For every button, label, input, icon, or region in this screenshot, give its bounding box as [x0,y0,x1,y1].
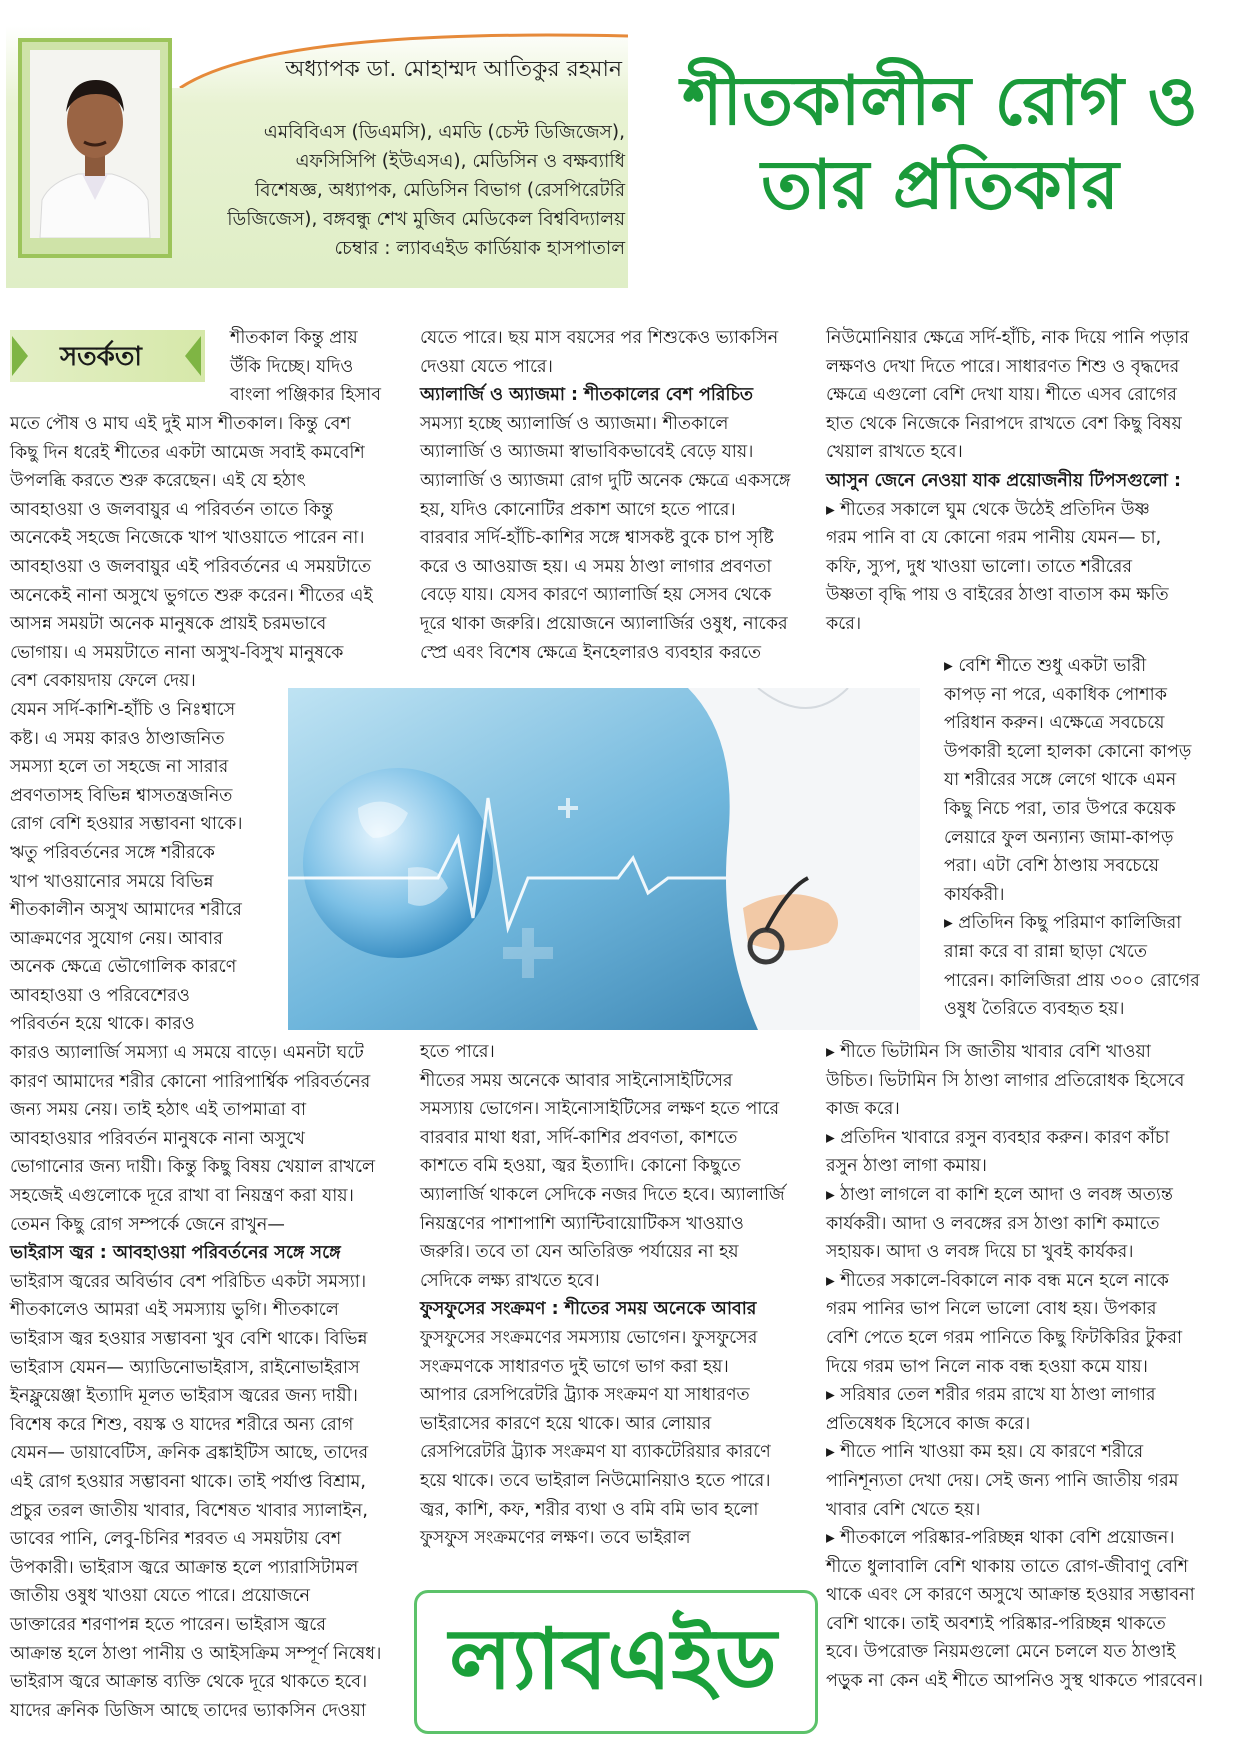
text-line: পরা। এটা বেশি ঠাণ্ডায় সবচেয়ে [944,856,1159,877]
text-line: ইনফ্লুয়েঞ্জা ইত্যাদি মূলত ভাইরাস জ্বরের জন্য দায়ী। [10,1386,358,1407]
credential-line: এমবিবিএস (ডিএমসি), এমডি (চেস্ট ডিজিজেস), [263,122,625,143]
text-line: থাকে এবং সে কারণে অসুখে আক্রান্ত হওয়ার সম্ভাবনা [826,1585,1195,1606]
text-line: আপার রেসপিরেটরি ট্র্যাক সংক্রমণ যা সাধারণত [420,1385,750,1406]
text-line: সমস্যা হচ্ছে অ্যালার্জি ও অ্যাজমা। শীতকালে [420,413,729,434]
text-line: পরিধান করুন। এক্ষেত্রে সবচেয়ে [944,713,1165,734]
text-line: যাদের ক্রনিক ডিজিস আছে তাদের ভ্যাকসিন দেওয়া [10,1700,366,1721]
text-line: হাত থেকে নিজেকে নিরাপদে রাখতে বেশ কিছু বিষয় [826,413,1182,434]
text-line: শীতের সময় অনেকে আবার সাইনোসাইটিসের [420,1070,733,1091]
text-line: কাশতে বমি হওয়া, জ্বর ইত্যাদি। কোনো কিছুতে [420,1156,741,1177]
text-line: এই রোগ হওয়ার সম্ভাবনা থাকে। তাই পর্যাপ্ত বিশ্রাম, [10,1471,366,1492]
column-3-bottom [826,1038,1240,1696]
text-line: সমস্যা হলে তা সহজে না সারার [10,757,229,778]
text-line: পানিশূন্যতা দেখা দেয়। সেই জন্য পানি জাতীয় গরম [826,1470,1179,1491]
text-line: হয়ে থাকে। তবে ভাইরাল নিউমোনিয়াও হতে পারে। [420,1470,771,1491]
text-line: করে। [826,613,862,634]
text-line: ফুসফুস সংক্রমণের লক্ষণ। তবে ভাইরাল [420,1528,691,1549]
text-line: আবহাওয়ার পরিবর্তন মানুষকে নানা অসুখে [10,1128,305,1149]
article-title [640,60,1240,228]
text-line: অ্যালার্জি ও অ্যাজমা : শীতকালের বেশ পরিচিত [420,385,754,406]
text-line: নিউমোনিয়ার ক্ষেত্রে সর্দি-হাঁচি, নাক দিয়ে পানি পড়ার [826,328,1190,348]
text-line: অ্যালার্জি থাকলে সেদিকে নজর দিতে হবে। অ্যালার্জি [420,1184,785,1205]
text-line: কিছু নিচে পরা, তার উপরে কয়েক [944,798,1176,819]
brand-logo-text: ল্যাবএইড [449,1610,777,1708]
text-line: সহজেই এগুলোকে দূরে রাখা বা নিয়ন্ত্রণ করা যায়। [10,1186,354,1207]
text-line: বেশি থাকে। তাই অবশ্যই পরিষ্কার-পরিচ্ছন্ন থাকতে [826,1613,1166,1634]
text-line: জরুরি। তবে তা যেন অতিরিক্ত পর্যায়ের না হয় [420,1242,739,1263]
text-line: ঋতু পরিবর্তনের সঙ্গে শরীরকে [10,842,215,863]
text-line: ▸ বেশি শীতে শুধু একটা ভারী [944,656,1147,676]
text-line: নিয়ন্ত্রণের পাশাপাশি অ্যান্টিবায়োটিকস খাওয়াও [420,1213,744,1234]
text-line: বিশেষ করে শিশু, বয়স্ক ও যাদের শরীরে অন্য রোগ [10,1414,354,1435]
text-line: ▸ সরিষার তেল শরীর গরম রাখে যা ঠাণ্ডা লাগার [826,1385,1156,1406]
text-line: অ্যালার্জি ও অ্যাজমা রোগ দুটি অনেক ক্ষেত্রে একসঙ্গে [420,470,791,491]
text-line: আক্রমণের সুযোগ নেয়। আবার [10,928,223,949]
title-line-2: তার প্রতিকার [761,146,1119,225]
section-badge-label: সতর্কতা [60,342,142,372]
credential-line: ডিজিজেস), বঙ্গবন্ধু শেখ মুজিব মেডিকেল বিশ্ববিদ্যালয় [227,209,625,230]
text-line: বারবার মাথা ধরা, সর্দি-কাশির প্রবণতা, কাশতে [420,1127,738,1148]
text-line: যেতে পারে। ছয় মাস বয়সের পর শিশুকেও ভ্যাকসিন [420,328,779,348]
medical-illustration [288,688,920,1030]
author-name: অধ্যাপক ডা. মোহাম্মদ আতিকুর রহমান [285,57,622,82]
text-line: উঁকি দিচ্ছে। যদিও [230,356,354,377]
text-line: হতে পারে। [420,1042,495,1062]
text-line: রান্না করে বা রান্না ছাড়া খেতে [944,941,1148,962]
author-photo [30,50,160,238]
text-line: আসুন জেনে নেওয়া যাক প্রয়োজনীয় টিপসগুলো : [826,470,1181,491]
text-line: ভোগায়। এ সময়টাতে নানা অসুখ-বিসুখ মানুষকে [10,642,344,663]
text-line: সমস্যায় ভোগেন। সাইনোসাইটিসের লক্ষণ হতে পারে [420,1099,780,1120]
text-line: লক্ষণও দেখা দিতে পারে। সাধারণত শিশু ও বৃদ্ধদের [826,356,1180,377]
text-line: দেওয়া যেতে পারে। [420,356,553,377]
text-line: অ্যালার্জি ও অ্যাজমা স্বাভাবিকভাবেই বেড়ে যায়। [420,442,754,463]
text-line: জাতীয় ওষুধ খাওয়া যেতে পারে। প্রয়োজনে [10,1586,310,1607]
text-line: জ্বর, কাশি, কফ, শরীর ব্যথা ও বমি বমি ভাব হলো [420,1499,759,1520]
text-line: পরিবর্তন হয়ে থাকে। কারও [10,1014,195,1035]
text-line: গরম পানির ভাপ নিলে ভালো বোধ হয়। উপকার [826,1299,1157,1320]
text-line: ▸ প্রতিদিন কিছু পরিমাণ কালিজিরা [944,913,1182,934]
text-line: আবহাওয়া ও পরিবেশেরও [10,985,190,1006]
text-line: উপকারী। ভাইরাস জ্বরে আক্রান্ত হলে প্যারাসিটামল [10,1557,359,1578]
text-line: উপলব্ধি করতে শুরু করেছেন। এই যে হঠাৎ [10,471,306,492]
text-line: করে ও আওয়াজ হয়। এ সময় ঠাণ্ডা লাগার প্রবণতা [420,556,772,577]
text-line: উচিত। ভিটামিন সি ঠাণ্ডা লাগার প্রতিরোধক হিসেবে [826,1070,1185,1091]
column-1-intro [230,324,410,410]
text-line: মতে পৌষ ও মাঘ এই দুই মাস শীতকাল। কিন্তু বেশ [10,414,351,434]
text-line: বেড়ে যায়। যেসব কারণে অ্যালার্জি হয় সেসব থেকে [420,585,772,606]
text-line: যেমন সর্দি-কাশি-হাঁচি ও নিঃশ্বাসে [10,699,236,720]
text-line: সহায়ক। আদা ও লবঙ্গ দিয়ে চা খুবই কার্যকর। [826,1242,1134,1263]
author-credentials [205,118,625,263]
text-line: কফি, স্যুপ, দুধ খাওয়া ভালো। তাতে শরীরের [826,556,1133,577]
text-line: হয়, যদিও কোনোটির প্রকাশ আগে হতে পারে। [420,499,736,520]
text-line: প্রবণতাসহ বিভিন্ন শ্বাসতন্ত্রজনিত [10,785,233,806]
text-line: দূরে থাকা জরুরি। প্রয়োজনে অ্যালার্জির ওষুধ, নাকের [420,613,788,634]
text-line: বেশ বেকায়দায় ফেলে দেয়। [10,671,196,692]
text-line: রসুন ঠাণ্ডা লাগা কমায়। [826,1156,987,1177]
text-line: উপকারী হলো হালকা কোনো কাপড় [944,741,1192,762]
text-line: অনেকেই নানা অসুখে ভুগতে শুরু করেন। শীতের এই [10,585,373,606]
text-line: ▸ প্রতিদিন খাবারে রসুন ব্যবহার করুন। কারণ কাঁচা [826,1127,1170,1148]
text-line: কিছু দিন ধরেই শীতের একটা আমেজ সবাই কমবেশি [10,442,365,463]
text-line: উষ্ণতা বৃদ্ধি পায় ও বাইরের ঠাণ্ডা বাতাস কম ক্ষতি [826,585,1169,606]
text-line: সেদিকে লক্ষ্য রাখতে হবে। [420,1270,600,1291]
text-line: ওষুধ তৈরিতে ব্যবহৃত হয়। [944,999,1125,1020]
text-line: যা শরীরের সঙ্গে লেগে থাকে এমন [944,770,1177,791]
text-line: অনেকেই সহজে নিজেকে খাপ খাওয়াতে পারেন না। [10,528,365,549]
text-line: পড়ুক না কেন এই শীতে আপনিও সুস্থ থাকতে পারবেন। [826,1671,1204,1692]
text-line: অনেক ক্ষেত্রে ভৌগোলিক কারণে [10,957,237,978]
text-line: কার্যকরী। [944,884,1005,905]
text-line: খেয়াল রাখতে হবে। [826,442,963,463]
text-line: ভাইরাস জ্বর : আবহাওয়া পরিবর্তনের সঙ্গে সঙ্গে [10,1243,341,1264]
text-line: জন্য সময় নেয়। তাই হঠাৎ এই তাপমাত্রা বা [10,1100,307,1121]
text-line: লেয়ারে ফুল অন্যান্য জামা-কাপড় [944,827,1174,848]
column-3-middle [944,652,1240,1024]
text-line: স্প্রে এবং বিশেষ ক্ষেত্রে ইনহেলারও ব্যবহার করতে [420,642,762,663]
text-line: ভাইরাস জ্বরে আক্রান্ত ব্যক্তি থেকে দূরে থাকতে হবে। [10,1672,368,1693]
text-line: রেসপিরেটরি ট্র্যাক সংক্রমণ যা ব্যাকটেরিয়ার কারণে [420,1442,771,1463]
text-line: আবহাওয়া ও জলবায়ুর এ পরিবর্তন তাতে কিন্তু [10,499,334,520]
text-line: বাংলা পঞ্জিকার হিসাব [230,385,381,406]
text-line: বারবার সর্দি-হাঁচি-কাশির সঙ্গে শ্বাসকষ্ট বুকে চাপ সৃষ্টি [420,528,774,549]
text-line: ▸ শীতের সকালে-বিকালে নাক বন্ধ মনে হলে নাকে [826,1270,1169,1291]
text-line: গরম পানি বা যে কোনো গরম পানীয় যেমন— চা, [826,528,1162,549]
text-line: তেমন কিছু রোগ সম্পর্কে জেনে রাখুন— [10,1214,285,1235]
text-line: সংক্রমণকে সাধারণত দুই ভাগে ভাগ করা হয়। [420,1356,729,1377]
text-line: ভাইরাস যেমন— অ্যাডিনোভাইরাস, রাইনোভাইরাস [10,1357,360,1378]
text-line: কাজ করে। [826,1099,900,1120]
text-line: বেশি পেতে হলে গরম পানিতে কিছু ফিটকিরির টুকরা [826,1327,1183,1348]
text-line: কাপড় না পরে, একাধিক পোশাক [944,684,1167,705]
text-line: ▸ শীতকালে পরিষ্কার-পরিচ্ছন্ন থাকা বেশি প্রয়োজন। [826,1528,1175,1549]
text-line: ডাবের পানি, লেবু-চিনির শরবত এ সময়টায় বেশ [10,1529,342,1550]
text-line: ▸ শীতের সকালে ঘুম থেকে উঠেই প্রতিদিন উষ্ণ [826,499,1150,520]
text-line: ডাক্তারের শরণাপন্ন হতে পারেন। ভাইরাস জ্বরে [10,1614,326,1635]
text-line: আক্রান্ত হলে ঠাণ্ডা পানীয় ও আইসক্রিম সম্পূর্ণ নিষেধ। [10,1643,382,1664]
column-2-top [420,324,820,667]
text-line: ফুসফুসের সংক্রমণের সমস্যায় ভোগেন। ফুসফুসের [420,1327,758,1348]
text-line: শীতকালেও আমরা এই সমস্যায় ভুগি। শীতকালে [10,1300,339,1321]
text-line: ▸ শীতে ভিটামিন সি জাতীয় খাবার বেশি খাওয়া [826,1042,1151,1062]
text-line: যেমন— ডায়াবেটিস, ক্রনিক ব্রঙ্কাইটিস আছে, তাদের [10,1443,369,1464]
text-line: খাপ খাওয়ানোর সময়ে বিভিন্ন [10,871,214,892]
column-1 [10,410,410,1725]
badge-left-ornament [10,332,30,380]
text-line: ভাইরাস জ্বরের অবির্ভাব বেশ পরিচিত একটা সমস্যা। [10,1271,367,1292]
column-3-top [826,324,1240,639]
text-line: ক্ষেত্রে এগুলো বেশি দেখা যায়। শীতে এসব রোগের [826,385,1177,406]
text-line: শীতে ধুলাবালি বেশি থাকায় তাতে রোগ-জীবাণু বেশি [826,1556,1189,1577]
text-line: ভাইরাস জ্বর হওয়ার সম্ভাবনা খুব বেশি থাকে। বিভিন্ন [10,1329,368,1349]
text-line: কারও অ্যালার্জি সমস্যা এ সময়ে বাড়ে। এমনটা ঘটে [10,1043,364,1064]
text-line: ফুসফুসের সংক্রমণ : শীতের সময় অনেকে আবার [420,1299,757,1320]
credential-line: চেম্বার : ল্যাবএইড কার্ডিয়াক হাসপাতাল [334,238,625,259]
text-line: খাবার বেশি খেতে হয়। [826,1499,981,1520]
text-line: ▸ শীতে পানি খাওয়া কম হয়। যে কারণে শরীরে [826,1442,1144,1463]
text-line: দিয়ে গরম ভাপ নিলে নাক বন্ধ হওয়া কমে যায়। [826,1356,1148,1377]
text-line: ভোগানোর জন্য দায়ী। কিন্তু কিছু বিষয় খেয়াল রাখলে [10,1157,376,1178]
text-line: শীতকাল কিন্তু প্রায় [230,328,358,348]
text-line: ভাইরাসের কারণে হয়ে থাকে। আর লোয়ার [420,1413,712,1434]
text-line: হবে। উপরোক্ত নিয়মগুলো মেনে চললে যত ঠাণ্ডাই [826,1642,1176,1663]
credential-line: এফসিসিপি (ইউএসএ), মেডিসিন ও বক্ষব্যাধি [295,151,625,172]
credential-line: বিশেষজ্ঞ, অধ্যাপক, মেডিসিন বিভাগ (রেসপিরেটরি [254,180,625,201]
text-line: রোগ বেশি হওয়ার সম্ভাবনা থাকে। [10,814,243,835]
text-line: প্রচুর তরল জাতীয় খাবার, বিশেষত খাবার স্যালাইন, [10,1500,368,1521]
badge-right-ornament [183,332,203,380]
text-line: কারণ আমাদের শরীর কোনো পারিপার্শ্বিক পরিবর্তনের [10,1071,371,1092]
text-line: আসন্ন সময়টা অনেক মানুষকে প্রায়ই চরমভাবে [10,614,327,635]
text-line: ▸ ঠাণ্ডা লাগলে বা কাশি হলে আদা ও লবঙ্গ অত্যন্ত [826,1184,1173,1205]
title-line-1: শীতকালীন রোগ ও [682,62,1198,141]
text-line: কষ্ট। এ সময় কারও ঠাণ্ডাজনিত [10,728,225,749]
text-line: কার্যকরী। আদা ও লবঙ্গের রস ঠাণ্ডা কাশি কমাতে [826,1213,1160,1234]
text-line: পারেন। কালিজিরা প্রায় ৩০০ রোগের [944,970,1200,991]
text-line: শীতকালীন অসুখ আমাদের শরীরে [10,900,242,921]
column-2-bottom [420,1038,820,1553]
text-line: আবহাওয়া ও জলবায়ুর এই পরিবর্তনের এ সময়টাতে [10,556,371,577]
text-line: প্রতিষেধক হিসেবে কাজ করে। [826,1413,1031,1434]
